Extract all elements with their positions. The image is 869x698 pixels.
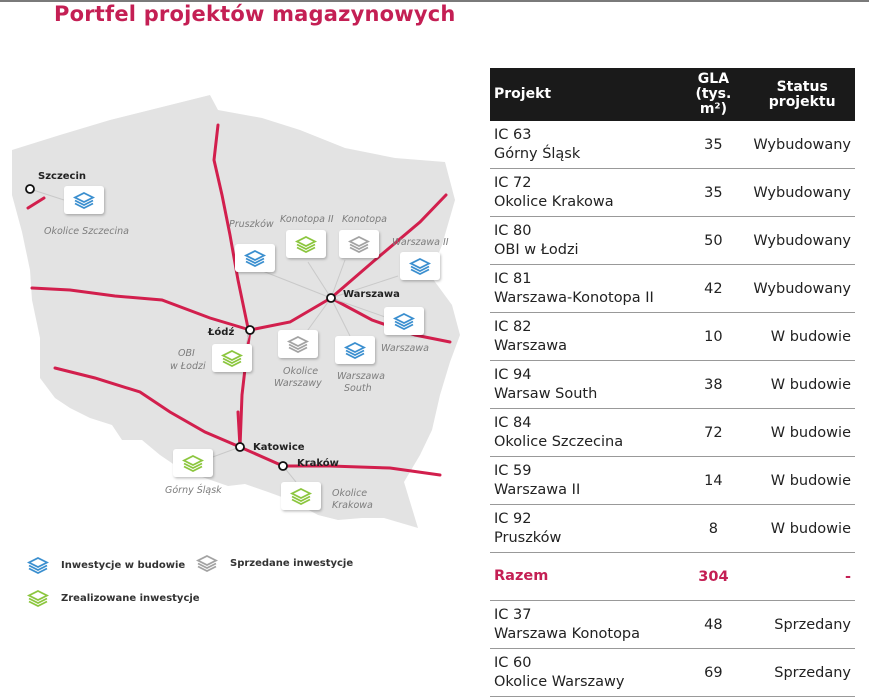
project-name: Warszawa xyxy=(494,337,568,354)
project-cell xyxy=(490,457,677,505)
city-label-warszawa: Warszawa xyxy=(343,289,400,300)
table-header-row xyxy=(490,68,855,121)
project-name: Warszawa-Konotopa II xyxy=(494,289,654,306)
project-code: IC 60 xyxy=(494,654,532,671)
city-marker-krakow xyxy=(279,462,287,470)
project-label-warszawa-south-1: Warszawa xyxy=(337,371,385,382)
header-status xyxy=(749,68,855,121)
project-card-okolice-szczecina[interactable] xyxy=(64,186,104,214)
project-label-okolice-krakowa-1: Okolice xyxy=(332,488,368,499)
project-code: IC 63 xyxy=(494,126,532,143)
table-row xyxy=(490,457,855,505)
project-cell xyxy=(490,169,677,217)
project-label-konotopa-ii: Konotopa II xyxy=(280,214,334,225)
project-label-warszawa-south-2: South xyxy=(344,383,372,394)
status-cell: Wybudowany xyxy=(749,217,855,265)
project-label-gorny-slask: Górny Śląsk xyxy=(165,485,222,496)
status-cell: W budowie xyxy=(749,409,855,457)
project-name: Warszawa Konotopa xyxy=(494,625,641,642)
status-cell: W budowie xyxy=(749,361,855,409)
project-code: IC 80 xyxy=(494,222,532,239)
status-cell: Wybudowany xyxy=(749,169,855,217)
project-code: IC 59 xyxy=(494,462,532,479)
table-row xyxy=(490,169,855,217)
project-name: Warszawa II xyxy=(494,481,581,498)
table-row xyxy=(490,121,855,169)
project-label-konotopa: Konotopa xyxy=(342,214,387,225)
project-card-okolice-warszawy[interactable] xyxy=(278,330,318,358)
project-name: Okolice Szczecina xyxy=(494,433,624,450)
project-code: IC 82 xyxy=(494,318,532,335)
legend-sold xyxy=(196,553,353,573)
blue-stack-icon xyxy=(27,555,49,575)
project-label-okolice-szczecina: Okolice Szczecina xyxy=(44,226,129,237)
project-label-okolice-warszawy-1: Okolice xyxy=(283,366,319,377)
status-cell: W budowie xyxy=(749,505,855,553)
gla-cell: 8 xyxy=(677,505,749,553)
status-cell: Sprzedany xyxy=(749,601,855,649)
city-marker-katowice xyxy=(236,443,244,451)
project-name: Górny Śląsk xyxy=(494,145,581,162)
project-label-w-lodzi: w Łodzi xyxy=(170,361,206,372)
city-marker-warszawa xyxy=(327,294,335,302)
green-stack-icon xyxy=(27,588,49,608)
table-row xyxy=(490,313,855,361)
gla-cell: 72 xyxy=(677,409,749,457)
header-project: Projekt xyxy=(490,68,677,121)
header-gla-line3: m²) xyxy=(699,101,727,117)
project-label-obi: OBI xyxy=(178,348,195,359)
city-marker-szczecin xyxy=(26,185,34,193)
project-card-warszawa-ii[interactable] xyxy=(400,252,440,280)
grey-stack-icon xyxy=(196,553,218,573)
project-card-konotopa-ii[interactable] xyxy=(286,230,326,258)
table-row xyxy=(490,265,855,313)
project-card-gorny-slask[interactable] xyxy=(173,449,213,477)
project-code: IC 92 xyxy=(494,510,532,527)
legend-label-completed: Zrealizowane inwestycje xyxy=(61,592,200,604)
status-cell: Wybudowany xyxy=(749,121,855,169)
project-code: IC 94 xyxy=(494,366,532,383)
project-label-pruszkow: Pruszków xyxy=(229,219,274,230)
projects-table xyxy=(490,68,855,697)
header-status-line2: projektu xyxy=(768,93,836,110)
project-cell xyxy=(490,505,677,553)
header-gla xyxy=(677,68,749,121)
project-card-obi-w-lodzi[interactable] xyxy=(212,344,252,372)
project-name: Warsaw South xyxy=(494,385,598,402)
project-code: IC 81 xyxy=(494,270,532,287)
city-marker-lodz xyxy=(246,326,254,334)
project-cell xyxy=(490,121,677,169)
project-cell xyxy=(490,265,677,313)
header-status-line1: Status xyxy=(776,78,828,95)
project-label-okolice-warszawy-2: Warszawy xyxy=(274,378,322,389)
total-gla: 304 xyxy=(677,553,749,601)
city-label-krakow: Kraków xyxy=(297,458,339,469)
header-gla-line1: GLA xyxy=(697,71,730,87)
project-cell xyxy=(490,217,677,265)
city-label-szczecin: Szczecin xyxy=(38,171,87,182)
total-row xyxy=(490,553,855,601)
project-name: OBI w Łodzi xyxy=(494,241,579,258)
gla-cell: 48 xyxy=(677,601,749,649)
project-code: IC 84 xyxy=(494,414,532,431)
table-row xyxy=(490,601,855,649)
project-label-warszawa-ii: Warszawa II xyxy=(392,237,449,248)
status-cell: Sprzedany xyxy=(749,649,855,697)
project-cell xyxy=(490,409,677,457)
project-label-warszawa: Warszawa xyxy=(381,343,429,354)
legend-label-in-construction: Inwestycje w budowie xyxy=(61,559,186,571)
status-cell: W budowie xyxy=(749,313,855,361)
project-label-okolice-krakowa-2: Krakowa xyxy=(332,500,373,511)
project-cell xyxy=(490,601,677,649)
gla-cell: 35 xyxy=(677,121,749,169)
table-row xyxy=(490,217,855,265)
project-code: IC 37 xyxy=(494,606,532,623)
project-card-warszawa[interactable] xyxy=(384,307,424,335)
project-name: Okolice Krakowa xyxy=(494,193,614,210)
project-card-konotopa[interactable] xyxy=(339,230,379,258)
total-label: Razem xyxy=(490,553,677,601)
gla-cell: 69 xyxy=(677,649,749,697)
gla-cell: 10 xyxy=(677,313,749,361)
legend-label-sold: Sprzedane inwestycje xyxy=(230,557,354,569)
project-cell xyxy=(490,361,677,409)
table-row xyxy=(490,649,855,697)
project-card-okolice-krakowa[interactable] xyxy=(281,482,321,510)
status-cell: W budowie xyxy=(749,457,855,505)
legend-completed xyxy=(27,588,200,608)
gla-cell: 42 xyxy=(677,265,749,313)
project-code: IC 72 xyxy=(494,174,532,191)
table-row xyxy=(490,361,855,409)
poland-map xyxy=(0,60,470,550)
project-name: Pruszków xyxy=(494,529,562,546)
table-row xyxy=(490,505,855,553)
gla-cell: 50 xyxy=(677,217,749,265)
status-cell: Wybudowany xyxy=(749,265,855,313)
gla-cell: 38 xyxy=(677,361,749,409)
legend-in-construction xyxy=(27,555,185,575)
page-title: Portfel projektów magazynowych xyxy=(54,2,456,26)
city-label-lodz: Łódź xyxy=(208,327,235,338)
gla-cell: 35 xyxy=(677,169,749,217)
total-status: - xyxy=(749,553,855,601)
table-row xyxy=(490,409,855,457)
project-card-warszawa-south[interactable] xyxy=(335,336,375,364)
gla-cell: 14 xyxy=(677,457,749,505)
project-card-pruszkow[interactable] xyxy=(235,244,275,272)
project-cell xyxy=(490,313,677,361)
city-label-katowice: Katowice xyxy=(253,442,305,453)
project-cell xyxy=(490,649,677,697)
header-gla-line2: (tys. xyxy=(695,86,732,102)
project-name: Okolice Warszawy xyxy=(494,673,625,690)
